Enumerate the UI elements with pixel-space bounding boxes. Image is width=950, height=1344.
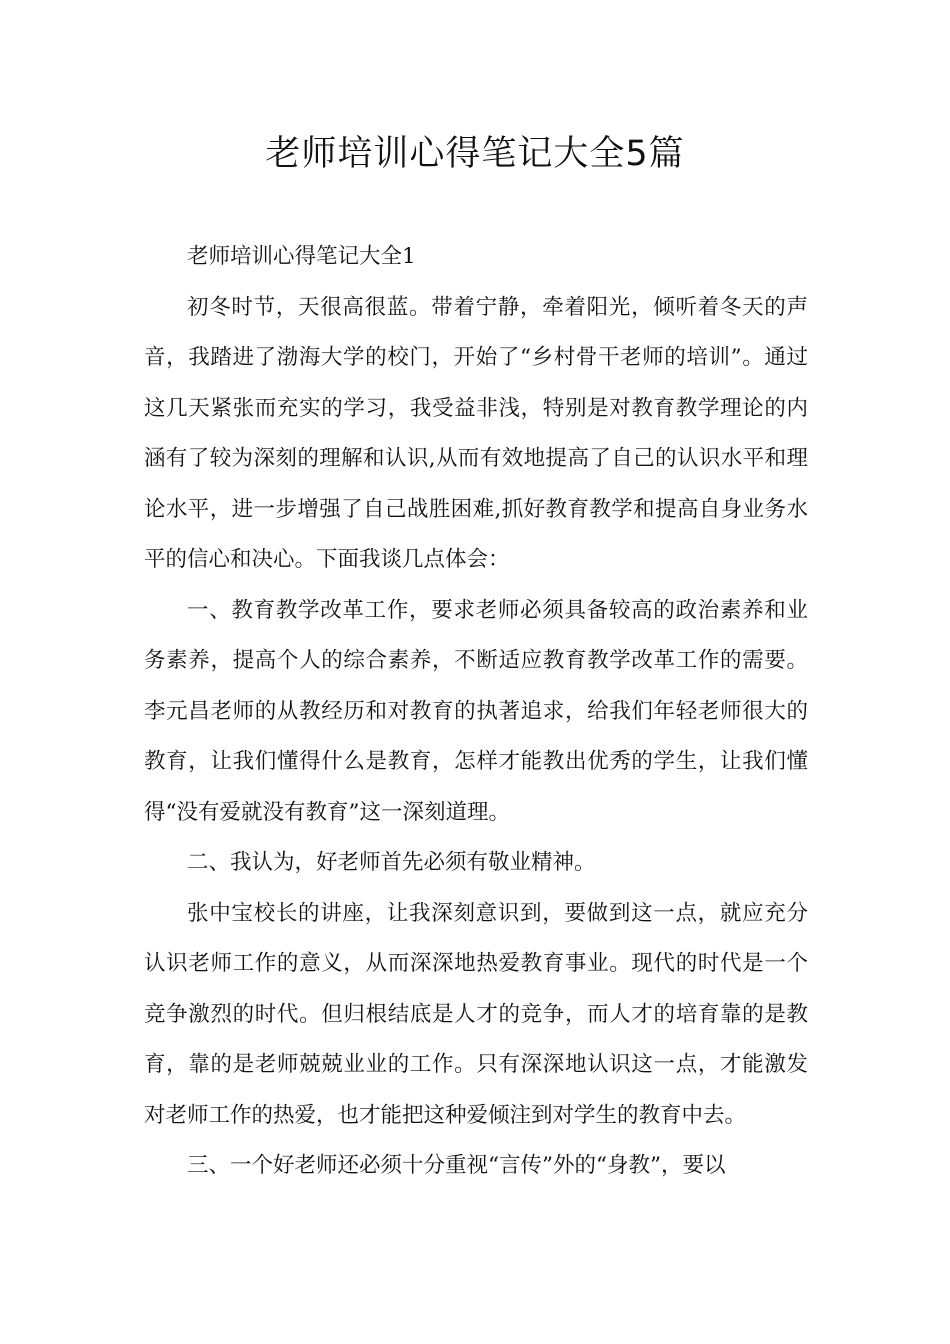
paragraph-point-two-detail: 张中宝校长的讲座，让我深刻意识到，要做到这一点，就应充分认识老师工作的意义，从而深深地热爱教育事业。现代的时代是一个竞争激烈的时代。但归根结底是人才的竞争，而人才的培育靠的是教育，靠的是老师兢兢业业的工作。只有深深地认识这一点，才能激发对老师工作的热爱，也才能把这种爱倾注到对学生的教育中去。 [144, 900, 808, 1128]
section-heading: 老师培训心得笔记大全1 [187, 244, 416, 269]
document-title: 老师培训心得笔记大全5篇 [265, 134, 685, 174]
paragraph-point-two: 二、我认为，好老师首先必须有敬业精神。 [187, 850, 596, 875]
paragraph-intro: 初冬时节，天很高很蓝。带着宁静，牵着阳光，倾听着冬天的声音，我踏进了渤海大学的校门，开始了“乡村骨干老师的培训”。通过这几天紧张而充实的学习，我受益非浅，特别是对教育教学理论的内涵有了较为深刻的理解和认识,从而有效地提高了自己的认识水平和理论水平，进一步增强了自己战胜困难,抓好教育教学和提高自身业务水平的信心和决心。下面我谈几点体会： [144, 294, 808, 572]
paragraph-point-three: 三、一个好老师还必须十分重视“言传”外的“身教”，要以 [187, 1153, 726, 1178]
paragraph-point-one: 一、教育教学改革工作，要求老师必须具备较高的政治素养和业务素养，提高个人的综合素养，不断适应教育教学改革工作的需要。李元昌老师的从教经历和对教育的执著追求，给我们年轻老师很大的教育，让我们懂得什么是教育，怎样才能教出优秀的学生，让我们懂得“没有爱就没有教育”这一深刻道理。 [144, 597, 808, 825]
document-body [144, 232, 808, 1192]
